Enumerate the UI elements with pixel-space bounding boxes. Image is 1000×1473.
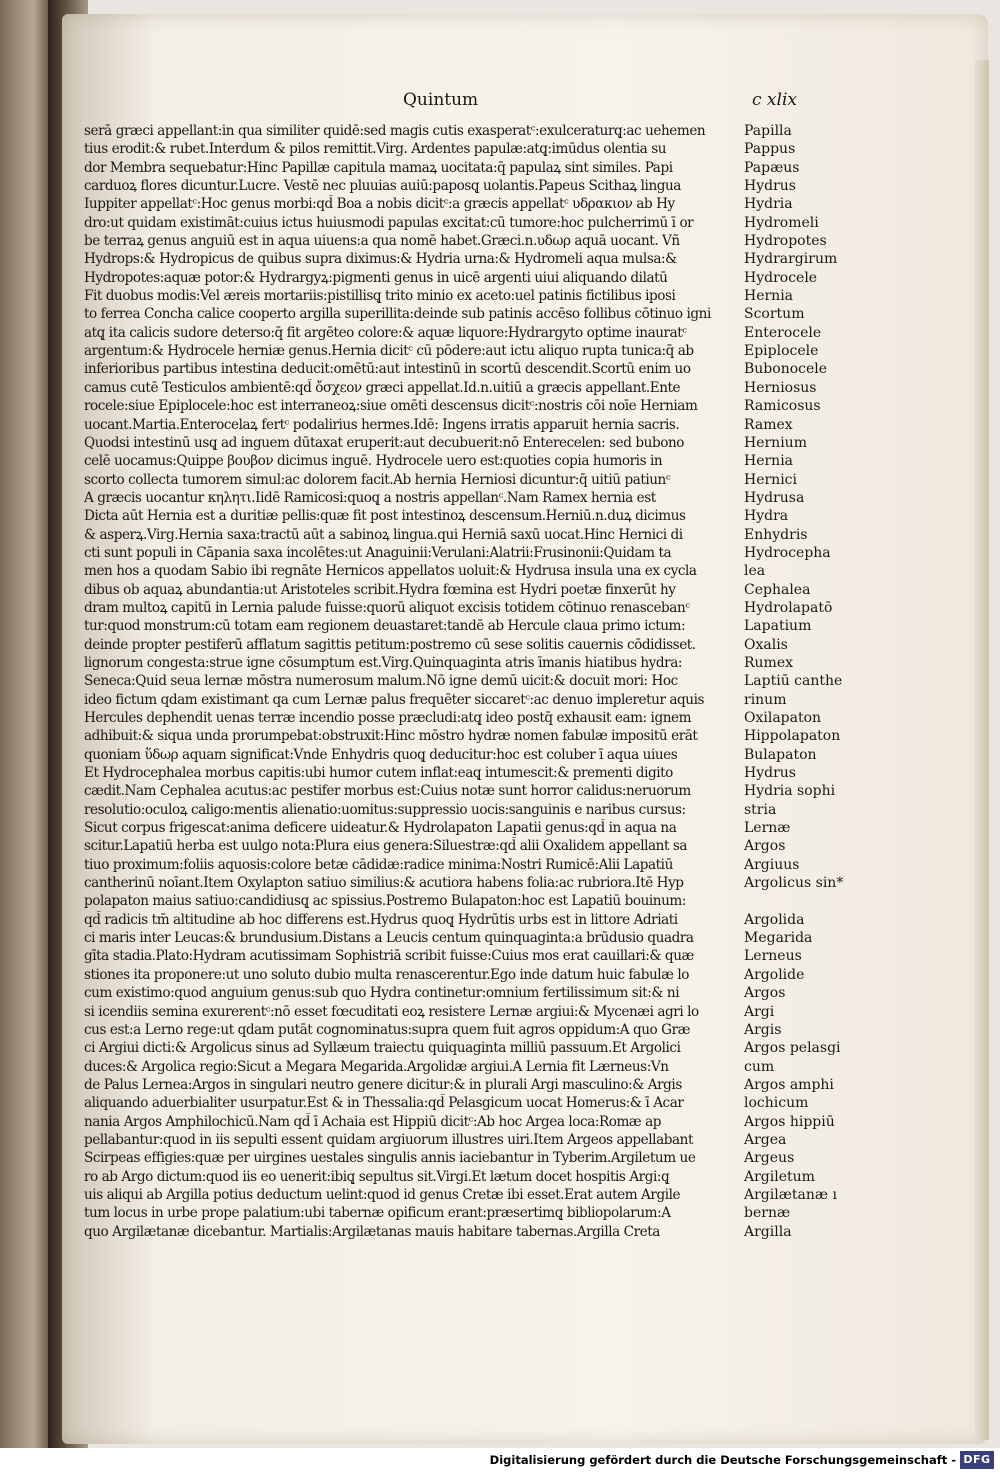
margin-note: Hernia (744, 453, 794, 470)
margin-note: Argea (744, 1131, 787, 1148)
margin-note: Hydra (744, 508, 789, 525)
text-line: men hos a quodam Sabio ibi regnāte Hernicos appellatos uoluit:& Hydrusa insula una ex cycla (84, 563, 697, 580)
margin-note: Argos hippiū (744, 1113, 835, 1130)
margin-note: stria (744, 801, 777, 818)
text-line: & asperꝝ.Virg.Hernia saxa:tractū aūt a sabinoꝝ lingua.qui Herniā saxū uocat.Hinc Hernici di (84, 526, 683, 543)
margin-note: Hydrargirum (744, 251, 838, 268)
facing-page-edge (0, 0, 48, 1448)
text-line: ci maris inter Leucas:& brundusium.Distans a Leucis centum quinquaginta:a brūdusio quadra (84, 930, 694, 947)
margin-note: Argolicus sin* (744, 875, 844, 892)
margin-note: Argolida (744, 911, 805, 928)
text-line: tur:quod monstrum:cū totam eam regionem deuastaret:tandē ab Hercule claua primo ictum: (84, 618, 686, 635)
margin-note: Rumex (744, 654, 794, 671)
running-head: Quintum (403, 90, 479, 110)
text-line: inferioribus partibus intestina deducit:omētū:aut intestinū in scortū descendit.Scortū enim uo (84, 361, 691, 378)
margin-note: Herniosus (744, 379, 817, 396)
text-line: Hydropotes:aquæ potor:& Hydrargyꝝ:pigmenti genus in uicē argenti uiui aliquando dilatū (84, 269, 668, 286)
margin-note: Cephalea (744, 581, 811, 598)
margin-note: lea (744, 563, 766, 580)
text-line: atq̨ ita calicis sudore deterso:q̄ fit argēteo colore:& aquæ liquore:Hydrargyto optime inauratᶜ (84, 324, 687, 341)
text-line: cum existimo:quod anguium genus:sub quo Hydra continetur:omnium fertilissimum sit:& ni (84, 985, 680, 1002)
text-line: cti sunt populi in Cāpania saxa incolētes:ut Anaguinii:Verulani:Alatrii:Frusinonii:Quidam ta (84, 544, 672, 561)
margin-note: Hydrus (744, 765, 796, 782)
text-line: cædit.Nam Cephalea acutus:ac pestifer morbus est:Cuius notæ sunt horror calidus:neruorum (84, 783, 691, 800)
text-line: Scirpeas effigies:quæ per uirgines uestales singulis annis iaciebantur in Tyberim.Argiletum ue (84, 1150, 696, 1167)
text-line: scitur.Lapatiū herba est uulgo nota:Plura eius genera:Siluestræ:qd̄ alii Oxalidem appellant sa (84, 838, 688, 855)
text-line: quoniam ὕδωρ aquam significat:Vnde Enhydris quoq̨ deducitur:hoc est coluber ī aqua uiues (84, 746, 678, 763)
text-line: Dicta aūt Hernia est a duritiæ pellis:quæ fit post intestinoꝝ descensum.Herniū.n.duꝝ dicimus (84, 508, 686, 525)
page-edge-right (975, 60, 989, 1440)
text-line: to ferrea Concha calice cooperto argilla superillita:deinde sub patinis accēso follibus cōtinuo igni (84, 306, 711, 323)
margin-note: Papæus (744, 159, 800, 176)
text-line: nania Argos Amphilochicū.Nam qd̄ ī Achaia est Hippiū dicitᶜ:Ab hoc Argea loca:Romæ ap (84, 1113, 662, 1130)
text-line: dor Membra sequebatur:Hinc Papillæ capitula mamaꝝ uocitata:q̄ papulaꝝ sint similes. Papi (84, 159, 673, 176)
margin-note: Hydrusa (744, 489, 805, 506)
text-line: polapaton maius satiuo:candidiusq̨ ac spissius.Postremo Bulapaton:hoc est Lapatiū bouinum: (84, 893, 686, 910)
text-line: carduoꝝ flores dicuntur.Lucre. Vestē nec pluuias auiū:paposq̨ uolantis.Papeus Scithaꝝ lingua (84, 178, 681, 195)
text-line: scorto collecta tumorem simul:ac dolorem facit.Ab hernia Herniosi dicuntur:q̄ uitiū patiunᶜ (84, 471, 671, 488)
text-line: stiones ita proponere:ut uno soluto dubio multa renascerentur.Ego inde datum huic fabulæ lo (84, 966, 689, 983)
margin-note: cum (744, 1058, 775, 1075)
text-line: Seneca:Quid seua lernæ mōstra numerosum malum.Nō igne demū uicit:& docuit mori: Hoc (84, 673, 678, 690)
text-line: tiuo proximum:foliis aquosis:colore betæ cādidæ:radice minima:Nostri Rumicē:Alii Lapatiū (84, 856, 673, 873)
margin-note: Argi (744, 1003, 775, 1020)
footer-bar (0, 1448, 1000, 1473)
margin-note: Argeus (744, 1150, 795, 1167)
margin-note: Pappus (744, 141, 796, 158)
text-line: dram multoꝝ capitū in Lernia palude fuisse:quorū aliquot excisis totidem cōtinuo renascebanᶜ (84, 599, 690, 616)
text-line: uis aliqui ab Argilla potius deductum uelint:quod id genus Cretæ ibi esset.Erat autem Argile (84, 1186, 681, 1203)
text-line: si icendiis semina exurerentᶜ:nō esset fœcuditati eoꝝ resistere Lernæ argiui:& Mycenæi agri lo (84, 1003, 699, 1020)
text-line: adhibuit:& siqua unda prorumpebat:obstruxit:Hinc mōstro hydræ nomen fabulæ impositū erāt (84, 728, 698, 745)
margin-note: Argis (744, 1021, 782, 1038)
margin-note: lochicum (744, 1095, 809, 1112)
text-line: be terraꝝ genus anguiū est in aqua uiuens:a qua nomē habet.Græci.n.υδωρ aquā uocant. Vñ (84, 233, 680, 250)
margin-note: Bubonocele (744, 361, 828, 378)
text-line: cantherinū noīant.Item Oxylapton satiuo similius:& acutiora habens folia:ac rubriora.Itē Hyp (84, 875, 684, 892)
text-line: resolutio:oculoꝝ caligo:mentis alienatio:uomitus:suppressio uocis:sanguinis e naribus cursus: (84, 801, 686, 818)
margin-note: Epiplocele (744, 343, 819, 360)
margin-note: Scortum (744, 306, 805, 323)
margin-note: Lernæ (744, 820, 791, 837)
text-line: dibus ob aquaꝝ abundantia:ut Aristoteles scribit.Hydra fœmina est Hydri poetæ finxerūt hy (84, 581, 676, 598)
text-line: uocant.Martia.Enterocelaꝝ fertᶜ podalirius hermes.Idē: Ingens irratis apparuit hernia sacris. (84, 416, 680, 433)
text-line: gīta stadia.Plato:Hydram acutissimam Sophistriā scribit fuisse:Cuius mos erat cauillari:& quæ (84, 948, 694, 965)
margin-note: Lerneus (744, 948, 802, 965)
text-line: ci Argiui dicti:& Argolicus sinus ad Syllæum traiectu quiquaginta milliū passuum.Et Argolici (84, 1040, 681, 1057)
text-line: Fit duobus modis:Vel æreis mortariis:pistillisq̨ trito minio ex aceto:uel patinis fictilibus iposi (84, 288, 676, 305)
folio-number: c xlix (752, 90, 797, 110)
margin-note: Ramex (744, 416, 793, 433)
margin-note: Argos (744, 838, 786, 855)
margin-note: Laptiū canthe (744, 673, 843, 690)
text-line: aliquando aduerbialiter usurpatur.Est & in Thessalia:qd̄ Pelasgicum uocat Homerus:& ī Acar (84, 1095, 684, 1112)
margin-note: Megarida (744, 930, 813, 947)
margin-note: Enterocele (744, 324, 822, 341)
text-line: quo Argilætanæ dicebantur. Martialis:Argilætanas mauis habitare tabernas.Argilla Creta (84, 1223, 660, 1240)
margin-note: bernæ (744, 1205, 791, 1222)
text-line: cus est:a Lerno rege:ut qdam putāt cognominatus:supra quem fuit agros oppidum:A quo Græ (84, 1021, 690, 1038)
text-line: de Palus Lernea:Argos in singulari neutro genere dicitur:& in plurali Argi masculino:& Argis (84, 1076, 682, 1093)
text-line: qd̄ radicis tm̄ altitudine ab hoc differens est.Hydrus quoq̨ Hydrūtis urbs est in littore Adriati (84, 911, 678, 928)
margin-note: Argos pelasgi (744, 1040, 841, 1057)
margin-note: Oxalis (744, 636, 788, 653)
text-line: Et Hydrocephalea morbus capitis:ubi humor cutem inflat:eaq̨ intumescit:& prementi digito (84, 765, 673, 782)
margin-note: Enhydris (744, 526, 808, 543)
text-line: tius erodit:& rubet.Interdum & pilos remittit.Virg. Ardentes papulæ:atq̨:imūdus olentia su (84, 141, 667, 158)
margin-note: Hydropotes (744, 233, 827, 250)
margin-note: Argiuus (744, 856, 800, 873)
margin-note: Hydromeli (744, 214, 819, 231)
text-line: argentum:& Hydrocele herniæ genus.Hernia dicitᶜ cū pōdere:aut ictu aliquo rupta tunica:q̄ ab (84, 343, 694, 360)
margin-note: Argilla (744, 1223, 792, 1240)
margin-note: Papilla (744, 123, 792, 139)
dfg-logo: DFG (960, 1451, 994, 1469)
text-line: Quodsi intestinū usq̨ ad inguem dūtaxat eruperit:aut decubuerit:nō Enterecelen: sed bubono (84, 434, 684, 451)
margin-note: Hernium (744, 434, 807, 451)
text-line: camus cutē Testiculos ambientē:qd̄ ὄσχεον græci appellat.Id.n.uitiū a græcis appellant.Ente (84, 379, 681, 396)
margin-note (744, 892, 974, 910)
text-line: ro ab Argo dictum:quod iis eo uenerit:ibiq̨ sepultus sit.Virgi.Et lætum docet hospitis Argi:q̨ (84, 1168, 670, 1185)
text-line: duces:& Argolica regio:Sicut a Megara Megarida.Argolidæ argiui.A Lernia fit Lærneus:Vn (84, 1058, 669, 1075)
margin-note: Argilætanæ ı (744, 1186, 837, 1203)
margin-note: Argiletum (744, 1168, 815, 1185)
text-line: lignorum congesta:strue igne cōsumptum est.Virg.Quinquaginta atris īmanis hiatibus hydra: (84, 654, 683, 671)
main-text-column (84, 122, 744, 1241)
margin-note: rinum (744, 691, 787, 708)
text-line: celē uocamus:Quippe βουβον dicimus inguē. Hydrocele uero est:quoties copia humoris in (84, 453, 663, 470)
text-line: ideo fictum qdam existimant qa cum Lernæ palus frequēter siccaretᶜ:ac denuo impleretur aquis (84, 691, 705, 708)
marginal-glosses (744, 122, 974, 1241)
text-line: Sicut corpus frigescat:anima deficere uideatur.& Hydrolapaton Lapatii genus:qd̄ in aqua na (84, 820, 677, 837)
margin-note: Hydria (744, 196, 793, 213)
text-line: serā græci appellant:in qua similiter quidē:sed magis cutis exasperatᶜ:exulceraturq̨:ac uehemen (84, 123, 706, 139)
margin-note: Hernici (744, 471, 797, 488)
text-line: Hydrops:& Hydropicus de quibus supra diximus:& Hydria urna:& Hydromeli aqua mulsa:& (84, 251, 677, 268)
margin-note: Bulapaton (744, 746, 817, 763)
margin-note: Hernia (744, 288, 794, 305)
text-line: A græcis uocantur κηλητι.Iidē Ramicosi:quoq̨ a nostris appellanᶜ.Nam Ramex hernia est (84, 489, 656, 506)
margin-note: Argolide (744, 966, 805, 983)
funding-credit: Digitalisierung gefördert durch die Deutsche Forschungsgemeinschaft - (489, 1453, 956, 1467)
text-line: tum locus in urbe prope palatium:ubi tabernæ opificum erant:præsertimq̨ bibliopolarum:A (84, 1205, 671, 1222)
margin-note: Hydrocele (744, 269, 818, 286)
margin-note: Oxilapaton (744, 710, 822, 726)
text-line: rocele:siue Epiplocele:hoc est interraneoꝝ:siue omēti descensus dicitᶜ:nostris cōi noīe Herniam (84, 398, 698, 415)
margin-note: Hydria sophi (744, 783, 836, 800)
text-line: Iuppiter appellatᶜ:Hoc genus morbi:qd̄ Boa a nobis dicitᶜ:a græcis appellatᶜ υδρακιον ab Hy (84, 196, 675, 213)
text-line: Hercules dephendit uenas terræ incendio posse præcludi:atq̨ ideo postq̄ exhausit eam: ignem (84, 710, 692, 726)
margin-note: Argos (744, 985, 786, 1002)
margin-note: Hydrolapatō (744, 599, 833, 616)
margin-note: Hydrocepha (744, 544, 831, 561)
margin-note: Hydrus (744, 178, 796, 195)
margin-note: Ramicosus (744, 398, 821, 415)
margin-note: Hippolapaton (744, 728, 841, 745)
text-line: dro:ut quidam existimāt:cuius ictus huiusmodi papulas excitat:cū tumore:hoc pulcherrimū ī or (84, 214, 694, 231)
text-line: pellabantur:quod in iis sepulti essent quidam argiuorum illustres uiri.Item Argeos appellabant (84, 1131, 693, 1148)
margin-note: Argos amphi (744, 1076, 834, 1093)
margin-note: Lapatium (744, 618, 812, 635)
text-line: deinde propter pestiferū afflatum sagittis petitum:postremo cū sese solitis cauernis cōdidisset. (84, 636, 696, 653)
